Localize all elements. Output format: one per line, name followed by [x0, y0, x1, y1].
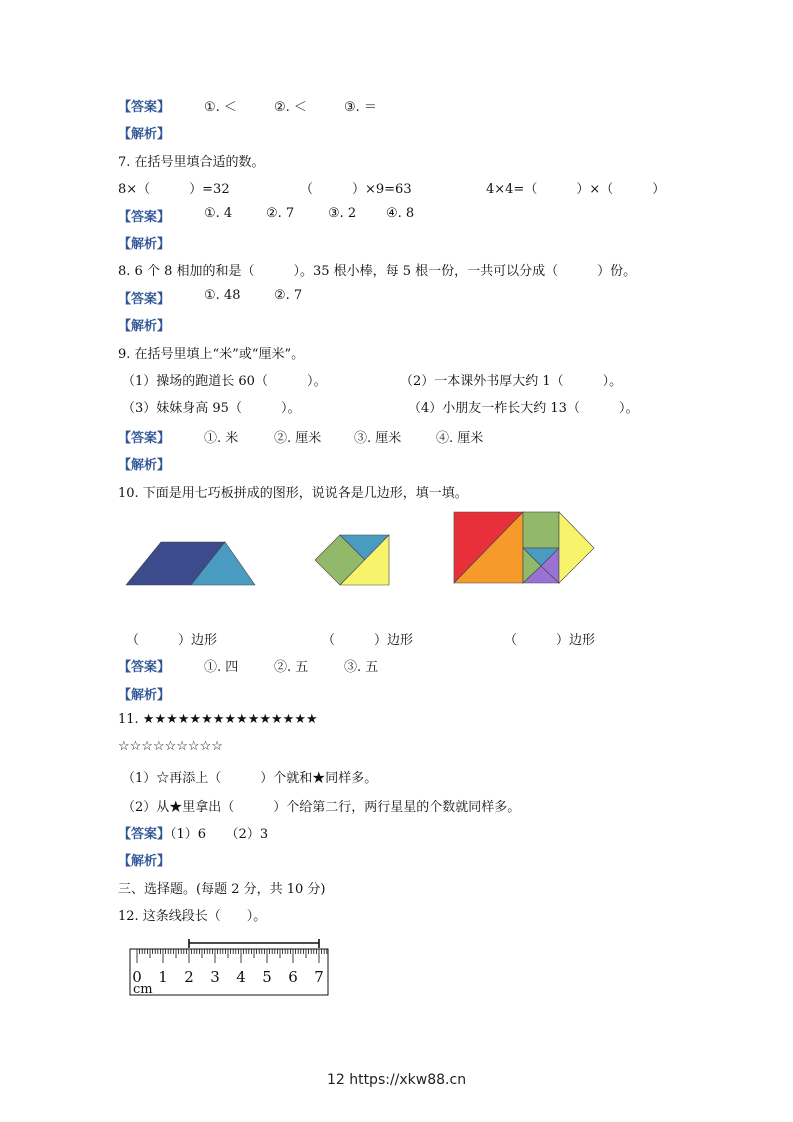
- q7-answer-line: [118, 206, 415, 225]
- q10-blank-3: （ ）边形: [504, 633, 596, 648]
- q12-title: 12. 这条线段长（ ）。: [118, 909, 267, 924]
- tangram-house: [454, 512, 594, 583]
- q8-title: 8. 6 个 8 相加的和是（ ）。35 根小棒，每 5 根一份，一共可以分成（ ）份。: [118, 264, 637, 279]
- q8-answer-line: [118, 288, 303, 307]
- ruler-unit: cm: [133, 982, 153, 997]
- ruler-number-2: 2: [184, 968, 194, 986]
- q11-item-2: （2）从★里拿出（ ）个给第二行，两行星星的个数就同样多。: [122, 800, 521, 815]
- ruler-number-1: 1: [158, 968, 168, 986]
- answer-tag: 【答案】: [118, 292, 171, 307]
- green-square: [523, 512, 559, 548]
- q9-answer-4: ④. 厘米: [436, 431, 484, 446]
- ruler-number-0: 0: [132, 968, 142, 986]
- answer-tag: 【答案】: [118, 827, 171, 842]
- q7-part-1: 8×（ ）=32: [118, 182, 230, 197]
- q6-answer-3: ③. ＝: [344, 100, 377, 115]
- q10-analysis-tag: 【解析】: [118, 688, 171, 703]
- answer-tag: 【答案】: [118, 100, 171, 115]
- q11-stars-row2: ☆☆☆☆☆☆☆☆☆: [118, 739, 223, 754]
- tangram-pentagon: [315, 535, 389, 585]
- q9-answer-line: [118, 427, 484, 446]
- q10-answer-line: [118, 656, 379, 675]
- q6-analysis-tag: 【解析】: [118, 127, 171, 142]
- section3-title: 三、选择题。(每题 2 分，共 10 分): [118, 882, 326, 897]
- q11-analysis-tag: 【解析】: [118, 854, 171, 869]
- tangram-trapezoid: [126, 542, 255, 585]
- ruler-number-5: 5: [262, 968, 272, 986]
- ruler-number-3: 3: [210, 968, 220, 986]
- q9-item-2: （2）一本课外书厚大约 1（ ）。: [400, 374, 623, 389]
- ruler-number-6: 6: [288, 968, 298, 986]
- q9-title: 9. 在括号里填上“米”或“厘米”。: [118, 347, 305, 362]
- ruler-number-7: 7: [314, 968, 324, 986]
- q9-item-1: （1）操场的跑道长 60（ ）。: [122, 374, 327, 389]
- q9-analysis-tag: 【解析】: [118, 458, 171, 473]
- q9-answer-1: ①. 米: [204, 431, 239, 446]
- q8-analysis-tag: 【解析】: [118, 319, 171, 334]
- q9-answer-2: ②. 厘米: [274, 431, 322, 446]
- answer-tag: 【答案】: [118, 431, 171, 446]
- tangram-figures: [0, 505, 793, 605]
- q7-analysis-tag: 【解析】: [118, 237, 171, 252]
- q7-title: 7. 在括号里填合适的数。: [118, 155, 265, 170]
- q10-answer-1: ①. 四: [204, 660, 239, 675]
- q8-answer-1: ①. 48: [204, 288, 241, 303]
- page-footer: 12 https://xkw88.cn: [326, 1072, 467, 1088]
- q10-title: 10. 下面是用七巧板拼成的图形，说说各是几边形，填一填。: [118, 486, 468, 501]
- answer-tag: 【答案】: [118, 660, 171, 675]
- q7-part-2: （ ）×9=63: [300, 182, 412, 197]
- q7-part-3: 4×4=（ ）×（ ）: [486, 182, 666, 197]
- q11-item-1: （1）☆再添上（ ）个就和★同样多。: [122, 771, 378, 786]
- q7-answer-3: ③. 2: [328, 206, 357, 221]
- answer-tag: 【答案】: [118, 210, 171, 225]
- q10-blank-2: （ ）边形: [322, 633, 414, 648]
- q6-answer-2: ②. ＜: [274, 100, 307, 115]
- q11-answer-line: [118, 823, 268, 842]
- q7-answer-2: ②. 7: [266, 206, 295, 221]
- q7-answer-1: ①. 4: [204, 206, 233, 221]
- q11-title: 11. ★★★★★★★★★★★★★★★: [118, 712, 318, 727]
- q11-answer: （1）6 （2）3: [170, 827, 269, 842]
- ruler: [122, 936, 342, 1006]
- q9-item-3: （3）妹妹身高 95（ ）。: [122, 401, 301, 416]
- q9-item-4: （4）小朋友一柞长大约 13（ ）。: [408, 401, 639, 416]
- q7-answer-4: ④. 8: [386, 206, 415, 221]
- ruler-number-4: 4: [236, 968, 246, 986]
- q6-answer-line: [118, 96, 377, 115]
- q10-blank-1: （ ）边形: [126, 633, 218, 648]
- q6-answer-1: ①. ＜: [204, 100, 237, 115]
- q8-answer-2: ②. 7: [274, 288, 303, 303]
- q10-answer-2: ②. 五: [274, 660, 309, 675]
- q10-answer-3: ③. 五: [344, 660, 379, 675]
- yellow-triangle: [559, 512, 594, 583]
- q9-answer-3: ③. 厘米: [354, 431, 402, 446]
